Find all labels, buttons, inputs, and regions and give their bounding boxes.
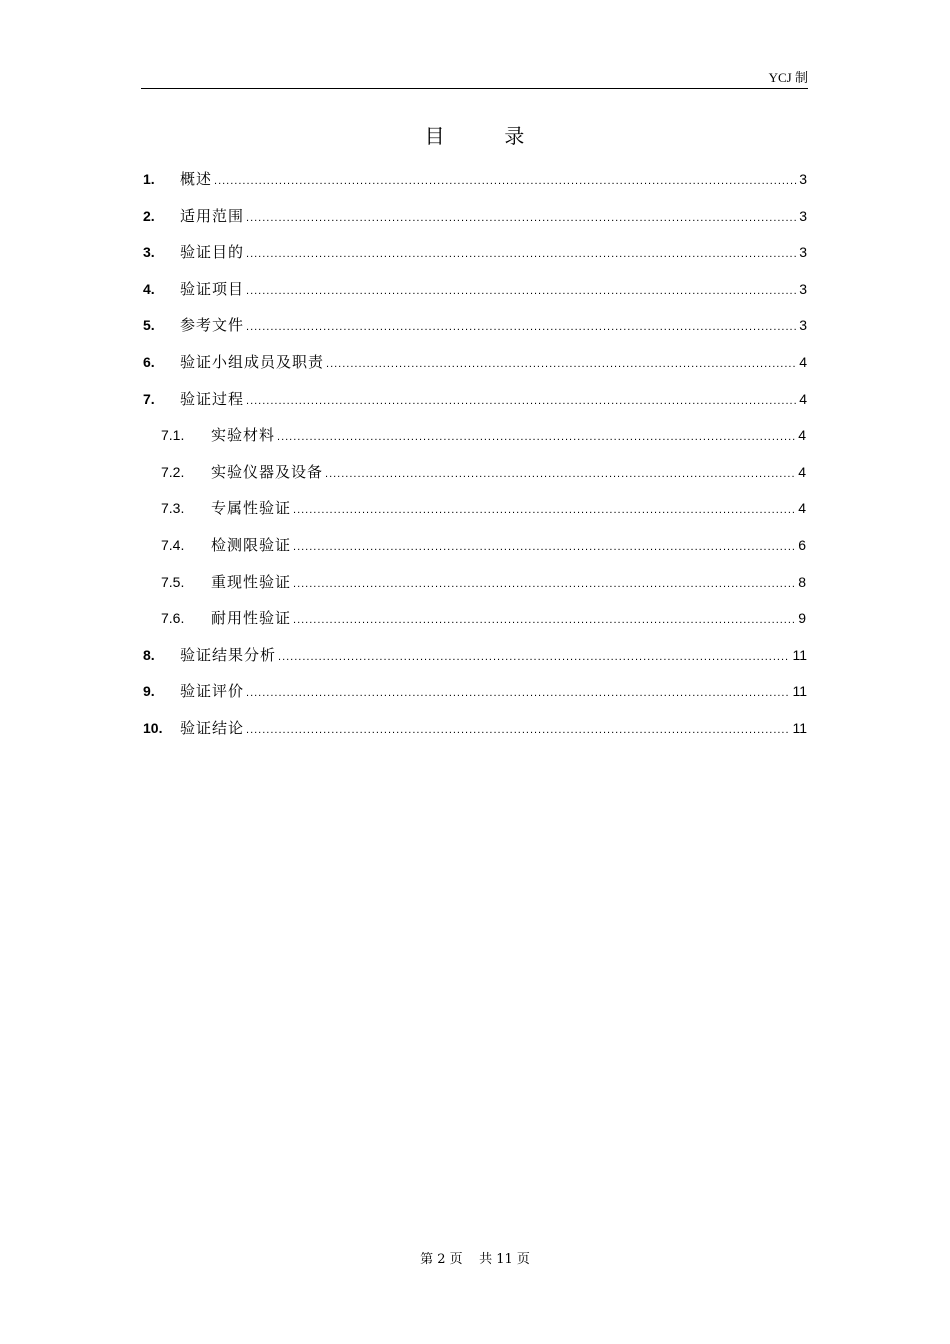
- toc-dot-leader: [326, 350, 797, 378]
- toc-entry-page: 6: [798, 536, 806, 553]
- toc-entry-number: 10.: [143, 719, 163, 736]
- page-footer: [0, 1248, 950, 1267]
- toc-dot-leader: [246, 679, 790, 707]
- toc-entry-page: 11: [792, 683, 807, 700]
- toc-entry-label: 验证项目: [180, 279, 245, 298]
- toc-entry-number: 7.5.: [161, 573, 185, 590]
- toc-entry-page: 4: [799, 353, 807, 370]
- page-number-text: 第 2 页 共 11 页: [420, 1252, 530, 1267]
- toc-entry-number: 6.: [143, 353, 155, 370]
- toc-entry-label: 概述: [180, 170, 213, 188]
- toc-dot-leader: [278, 643, 790, 671]
- toc-entry-label: 验证结果分析: [180, 645, 277, 664]
- toc-entry-page: 3: [799, 171, 807, 187]
- toc-entry-page: 3: [799, 317, 807, 334]
- toc-entry-page: 3: [799, 207, 807, 224]
- toc-entry-number: 8.: [143, 646, 155, 663]
- toc-entry-number: 4.: [143, 280, 155, 297]
- toc-entry-page: 4: [798, 427, 806, 444]
- toc-entry-label: 重现性验证: [211, 572, 292, 591]
- toc-entry-page: 3: [799, 280, 807, 297]
- toc-entry-page: 11: [792, 646, 807, 663]
- toc-entry-label: 适用范围: [180, 206, 245, 225]
- toc-dot-leader: [293, 606, 796, 634]
- toc-entry[interactable]: [143, 275, 807, 312]
- toc-entry-label: 实验材料: [211, 426, 276, 445]
- toc-entry-page: 8: [798, 573, 806, 590]
- toc-dot-leader: [246, 277, 797, 305]
- toc-entry[interactable]: [143, 677, 807, 714]
- toc-entry-label: 检测限验证: [211, 535, 292, 554]
- toc-entry[interactable]: [143, 385, 807, 422]
- toc-entry[interactable]: [143, 641, 807, 678]
- toc-dot-leader: [293, 570, 796, 598]
- toc-entry-page: 4: [798, 500, 806, 517]
- toc-entry-number: 3.: [143, 244, 155, 261]
- toc-entry-label: 验证结论: [180, 718, 245, 737]
- toc-entry-label: 耐用性验证: [211, 609, 292, 628]
- table-of-contents: [143, 165, 807, 751]
- page-header: [141, 70, 808, 89]
- toc-dot-leader: [246, 387, 797, 415]
- toc-entry-number: 5.: [143, 317, 155, 334]
- toc-entry[interactable]: [143, 458, 807, 495]
- toc-dot-leader: [277, 423, 796, 451]
- toc-entry[interactable]: [143, 531, 807, 568]
- toc-entry-label: 参考文件: [180, 316, 245, 335]
- toc-entry[interactable]: [143, 494, 807, 531]
- toc-dot-leader: [246, 204, 797, 232]
- toc-entry-number: 7.2.: [161, 463, 185, 480]
- toc-dot-leader: [214, 167, 797, 195]
- toc-entry[interactable]: [143, 714, 807, 751]
- header-text: YCJ 制: [768, 70, 808, 85]
- toc-entry[interactable]: [143, 238, 807, 275]
- toc-entry-label: 验证评价: [180, 682, 245, 701]
- toc-entry-number: 7.6.: [161, 610, 185, 627]
- toc-entry-label: 验证小组成员及职责: [180, 352, 325, 371]
- toc-dot-leader: [246, 716, 790, 744]
- toc-entry-number: 9.: [143, 683, 155, 700]
- toc-entry[interactable]: [143, 165, 807, 202]
- toc-entry-number: 7.: [143, 390, 155, 407]
- toc-entry-label: 验证目的: [180, 243, 245, 262]
- toc-entry-page: 4: [798, 463, 806, 480]
- toc-entry-page: 4: [799, 390, 807, 407]
- toc-entry[interactable]: [143, 311, 807, 348]
- toc-entry-page: 9: [798, 610, 806, 627]
- toc-entry-page: 11: [792, 719, 807, 736]
- toc-entry-number: 2.: [143, 207, 155, 224]
- toc-entry[interactable]: [143, 604, 807, 641]
- toc-entry[interactable]: [143, 421, 807, 458]
- toc-dot-leader: [325, 460, 796, 488]
- toc-entry-page: 3: [799, 244, 807, 261]
- toc-dot-leader: [293, 533, 796, 561]
- toc-entry[interactable]: [143, 348, 807, 385]
- toc-entry-label: 专属性验证: [211, 499, 292, 518]
- toc-dot-leader: [293, 496, 796, 524]
- toc-entry[interactable]: [143, 568, 807, 605]
- toc-entry-label: 实验仪器及设备: [211, 462, 324, 481]
- toc-title: 目 录: [424, 124, 526, 148]
- toc-dot-leader: [246, 313, 797, 341]
- toc-entry-number: 7.4.: [161, 536, 185, 553]
- toc-entry-number: 7.3.: [161, 500, 185, 517]
- toc-entry-number: 7.1.: [161, 427, 185, 444]
- toc-entry[interactable]: [143, 202, 807, 239]
- toc-entry-label: 验证过程: [180, 389, 245, 408]
- toc-entry-number: 1.: [143, 171, 155, 187]
- toc-dot-leader: [246, 240, 797, 268]
